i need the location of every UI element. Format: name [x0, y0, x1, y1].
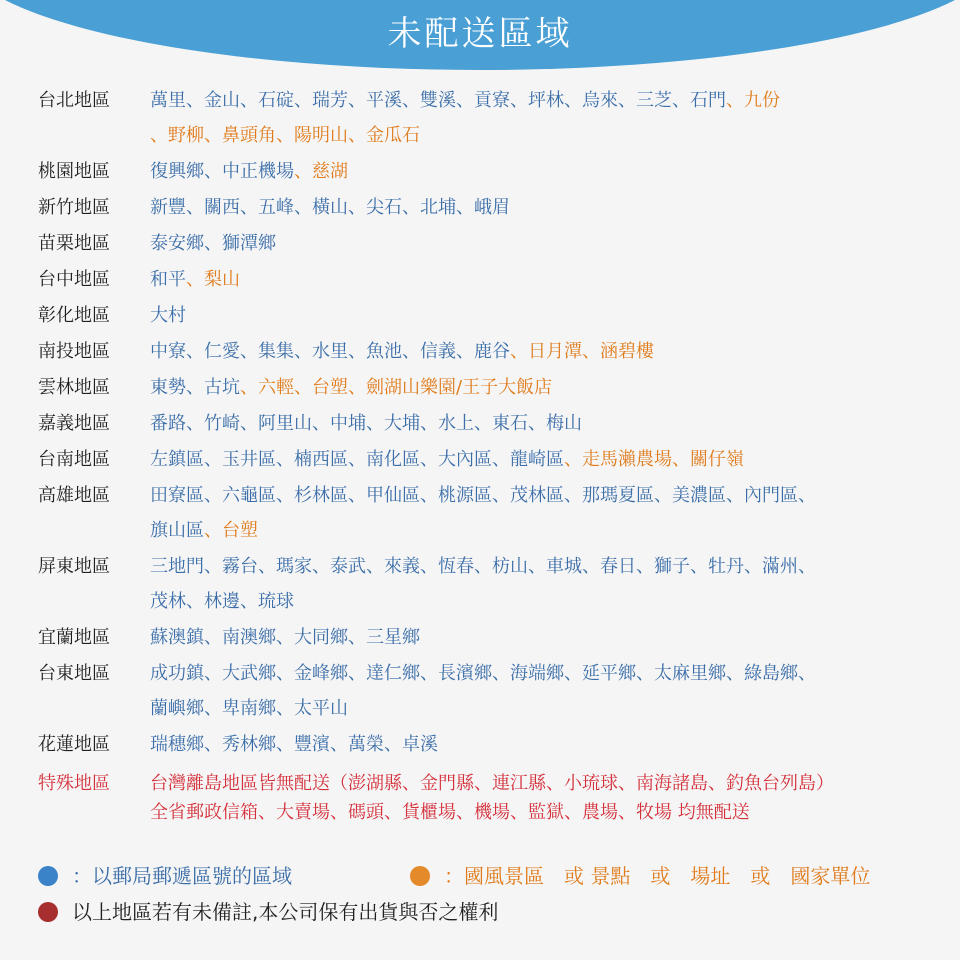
place-segment: 茂林、林邊、琉球 [150, 591, 294, 612]
page-title: 未配送區域 [387, 14, 573, 54]
place-segment: 三地門、霧台、瑪家、泰武、來義、恆春、枋山、車城、春日、獅子、牡丹、滿州、 [150, 556, 816, 577]
region-name: 台北地區 [38, 90, 110, 111]
place-segment: 泰安鄉、獅潭鄉 [150, 233, 276, 254]
place-segment: 、慈湖 [294, 161, 348, 182]
place-segment: 左鎮區、玉井區、楠西區、南化區、大內區、龍崎區 [150, 449, 564, 470]
region-row [38, 771, 938, 829]
place-segment: 全省郵政信箱、大賣場、碼頭、貨櫃場、機場、監獄、農場、牧場 均無配送 [150, 802, 750, 823]
places-line [150, 447, 930, 472]
places-line [150, 518, 930, 543]
region-places [150, 339, 930, 364]
region-name: 苗栗地區 [38, 233, 110, 254]
region-places [150, 661, 930, 721]
place-segment: 復興鄉、中正機場 [150, 161, 294, 182]
region-places [150, 303, 930, 328]
region-name: 嘉義地區 [38, 413, 110, 434]
region-row [38, 88, 938, 148]
region-name: 南投地區 [38, 341, 110, 362]
place-segment: 、日月潭、涵碧樓 [510, 341, 654, 362]
legend-postal-label: ：以郵局郵遞區號的區域 [72, 864, 292, 888]
place-segment: 大村 [150, 305, 186, 326]
place-segment: 和平 [150, 269, 186, 290]
region-list [38, 88, 938, 840]
legend-item-notice [38, 898, 498, 926]
region-places [150, 267, 930, 292]
region-places [150, 554, 930, 614]
places-line [150, 231, 930, 256]
region-places [150, 231, 930, 256]
region-name: 桃園地區 [38, 161, 110, 182]
place-segment: 新豐、關西、五峰、橫山、尖石、北埔、峨眉 [150, 197, 510, 218]
place-segment: 萬里、金山、石碇、瑞芳、平溪、雙溪、貢寮、坪林、烏來、三芝、石門 [150, 90, 726, 111]
region-places [150, 159, 930, 184]
place-segment: 、野柳、鼻頭角、陽明山、金瓜石 [150, 125, 420, 146]
region-places [150, 195, 930, 220]
places-line [150, 267, 930, 292]
region-name: 高雄地區 [38, 485, 110, 506]
region-name: 台東地區 [38, 663, 110, 684]
places-line [150, 483, 930, 508]
special-region-name: 特殊地區 [38, 773, 110, 794]
place-segment: 、梨山 [186, 269, 240, 290]
places-line [150, 195, 930, 220]
region-places [150, 483, 930, 543]
place-segment: 蘭嶼鄉、卑南鄉、太平山 [150, 698, 348, 719]
region-row [38, 267, 938, 292]
orange-dot-icon [410, 866, 430, 886]
region-row [38, 554, 938, 614]
region-places [150, 411, 930, 436]
region-row [38, 483, 938, 543]
places-line [150, 303, 930, 328]
region-places [150, 732, 930, 757]
legend-scenic-label: ：國風景區 或 景點 或 場址 或 國家單位 [444, 864, 871, 888]
place-segment: 台灣離島地區皆無配送（澎湖縣、金門縣、連江縣、小琉球、南海諸島、釣魚台列島） [150, 773, 834, 794]
places-line [150, 589, 930, 614]
red-dot-icon [38, 902, 58, 922]
place-segment: 、台塑 [204, 520, 258, 541]
blue-dot-icon [38, 866, 58, 886]
region-places [150, 771, 930, 829]
place-segment: 瑞穗鄉、秀林鄉、豐濱、萬榮、卓溪 [150, 734, 438, 755]
place-segment: 中寮、仁愛、集集、水里、魚池、信義、鹿谷 [150, 341, 510, 362]
region-row [38, 375, 938, 400]
region-name: 花蓮地區 [38, 734, 110, 755]
place-segment: 田寮區、六龜區、杉林區、甲仙區、桃源區、茂林區、那瑪夏區、美濃區、內門區、 [150, 485, 816, 506]
places-line [150, 411, 930, 436]
places-line [150, 732, 930, 757]
region-name: 宜蘭地區 [38, 627, 110, 648]
region-row [38, 339, 938, 364]
places-line [150, 159, 930, 184]
places-line [150, 625, 930, 650]
place-segment: 東勢、古坑 [150, 377, 240, 398]
region-name: 台南地區 [38, 449, 110, 470]
region-row [38, 732, 938, 757]
places-line [150, 88, 930, 113]
places-line [150, 771, 930, 796]
place-segment: 旗山區 [150, 520, 204, 541]
region-name: 雲林地區 [38, 377, 110, 398]
region-row [38, 661, 938, 721]
place-segment: 、走馬瀨農場、關仔嶺 [564, 449, 744, 470]
legend-item-scenic [410, 862, 870, 890]
region-row [38, 625, 938, 650]
places-line [150, 800, 930, 825]
region-places [150, 625, 930, 650]
region-row [38, 159, 938, 184]
place-segment: 、六輕、台塑、劍湖山樂園/王子大飯店 [240, 377, 553, 398]
places-line [150, 375, 930, 400]
place-segment: 蘇澳鎮、南澳鄉、大同鄉、三星鄉 [150, 627, 420, 648]
places-line [150, 696, 930, 721]
region-row [38, 231, 938, 256]
region-row [38, 411, 938, 436]
region-row [38, 447, 938, 472]
region-row [38, 195, 938, 220]
region-places [150, 375, 930, 400]
legend-item-postal [38, 862, 292, 890]
place-segment: 、九份 [726, 90, 780, 111]
region-name: 屏東地區 [38, 556, 110, 577]
places-line [150, 554, 930, 579]
legend-notice-label: 以上地區若有未備註,本公司保有出貨與否之權利 [72, 900, 499, 924]
region-places [150, 447, 930, 472]
region-name: 新竹地區 [38, 197, 110, 218]
region-name: 彰化地區 [38, 305, 110, 326]
place-segment: 番路、竹崎、阿里山、中埔、大埔、水上、東石、梅山 [150, 413, 582, 434]
places-line [150, 339, 930, 364]
places-line [150, 661, 930, 686]
place-segment: 成功鎮、大武鄉、金峰鄉、達仁鄉、長濱鄉、海端鄉、延平鄉、太麻里鄉、綠島鄉、 [150, 663, 816, 684]
places-line [150, 123, 930, 148]
region-places [150, 88, 930, 148]
region-row [38, 303, 938, 328]
region-name: 台中地區 [38, 269, 110, 290]
